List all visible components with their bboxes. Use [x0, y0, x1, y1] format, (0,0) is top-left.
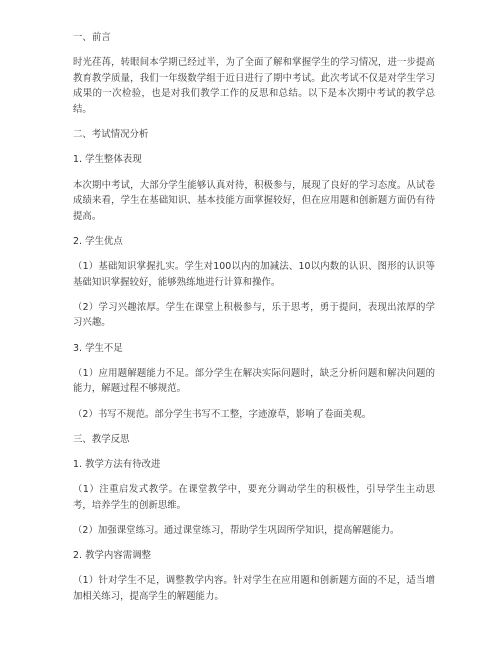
method-item-1: （1）注重启发式教学。在课堂教学中，要充分调动学生的积极性，引导学生主动思考，培养学生的创新思维。 — [73, 484, 435, 511]
method-item-2: （2）加强课堂练习。通过课堂练习，帮助学生巩固所学知识，提高解题能力。 — [73, 524, 400, 536]
weakness-item-1: （1）应用题解题能力不足。部分学生在解决实际问题时，缺乏分析问题和解决问题的能力，解题过程不够规范。 — [73, 367, 435, 395]
subheading-teaching-methods: 1. 教学方法有待改进 — [73, 459, 161, 470]
strength-item-2: （2）学习兴趣浓厚。学生在课堂上积极参与，乐于思考，勇于提问，表现出浓厚的学习兴趣。 — [73, 301, 435, 329]
strength-item-1: （1）基础知识掌握扎实。学生对100以内的加减法、10以内数的认识、图形的认识等基础知识掌握较好，能够熟练地进行计算和操作。 — [73, 261, 435, 288]
subheading-teaching-content: 2. 教学内容需调整 — [73, 550, 152, 562]
content-item-1: （1）针对学生不足，调整教学内容。针对学生在应用题和创新题方面的不足，适当增加相关练习，提高学生的解题能力。 — [73, 575, 435, 602]
section-heading-teaching-reflection: 三、教学反思 — [73, 433, 130, 445]
section-heading-preface: 一、前言 — [73, 32, 111, 43]
document-page — [73, 30, 435, 605]
preface-paragraph: 时光荏苒，转眼间本学期已经过半，为了全面了解和掌握学生的学习情况，进一步提高教育教学质量，我们一年级数学组于近日进行了期中考试。此次考试不仅是对学生学习成果的一次检验，也是对我们教学工作的反思和总结。以下是本次期中考试的教学总结。 — [73, 57, 435, 115]
weakness-item-2: （2）书写不规范。部分学生书写不工整，字迹潦草，影响了卷面美观。 — [73, 408, 372, 420]
subheading-overall-performance: 1. 学生整体表现 — [73, 154, 142, 166]
subheading-weaknesses: 3. 学生不足 — [73, 342, 123, 354]
overall-performance-paragraph: 本次期中考试，大部分学生能够认真对待，积极参与，展现了良好的学习态度。从试卷成绩来看，学生在基础知识、基本技能方面掌握较好，但在应用题和创新题方面仍有待提高。 — [73, 179, 435, 222]
section-heading-exam-analysis: 二、考试情况分析 — [73, 129, 149, 141]
subheading-strengths: 2. 学生优点 — [73, 235, 123, 247]
